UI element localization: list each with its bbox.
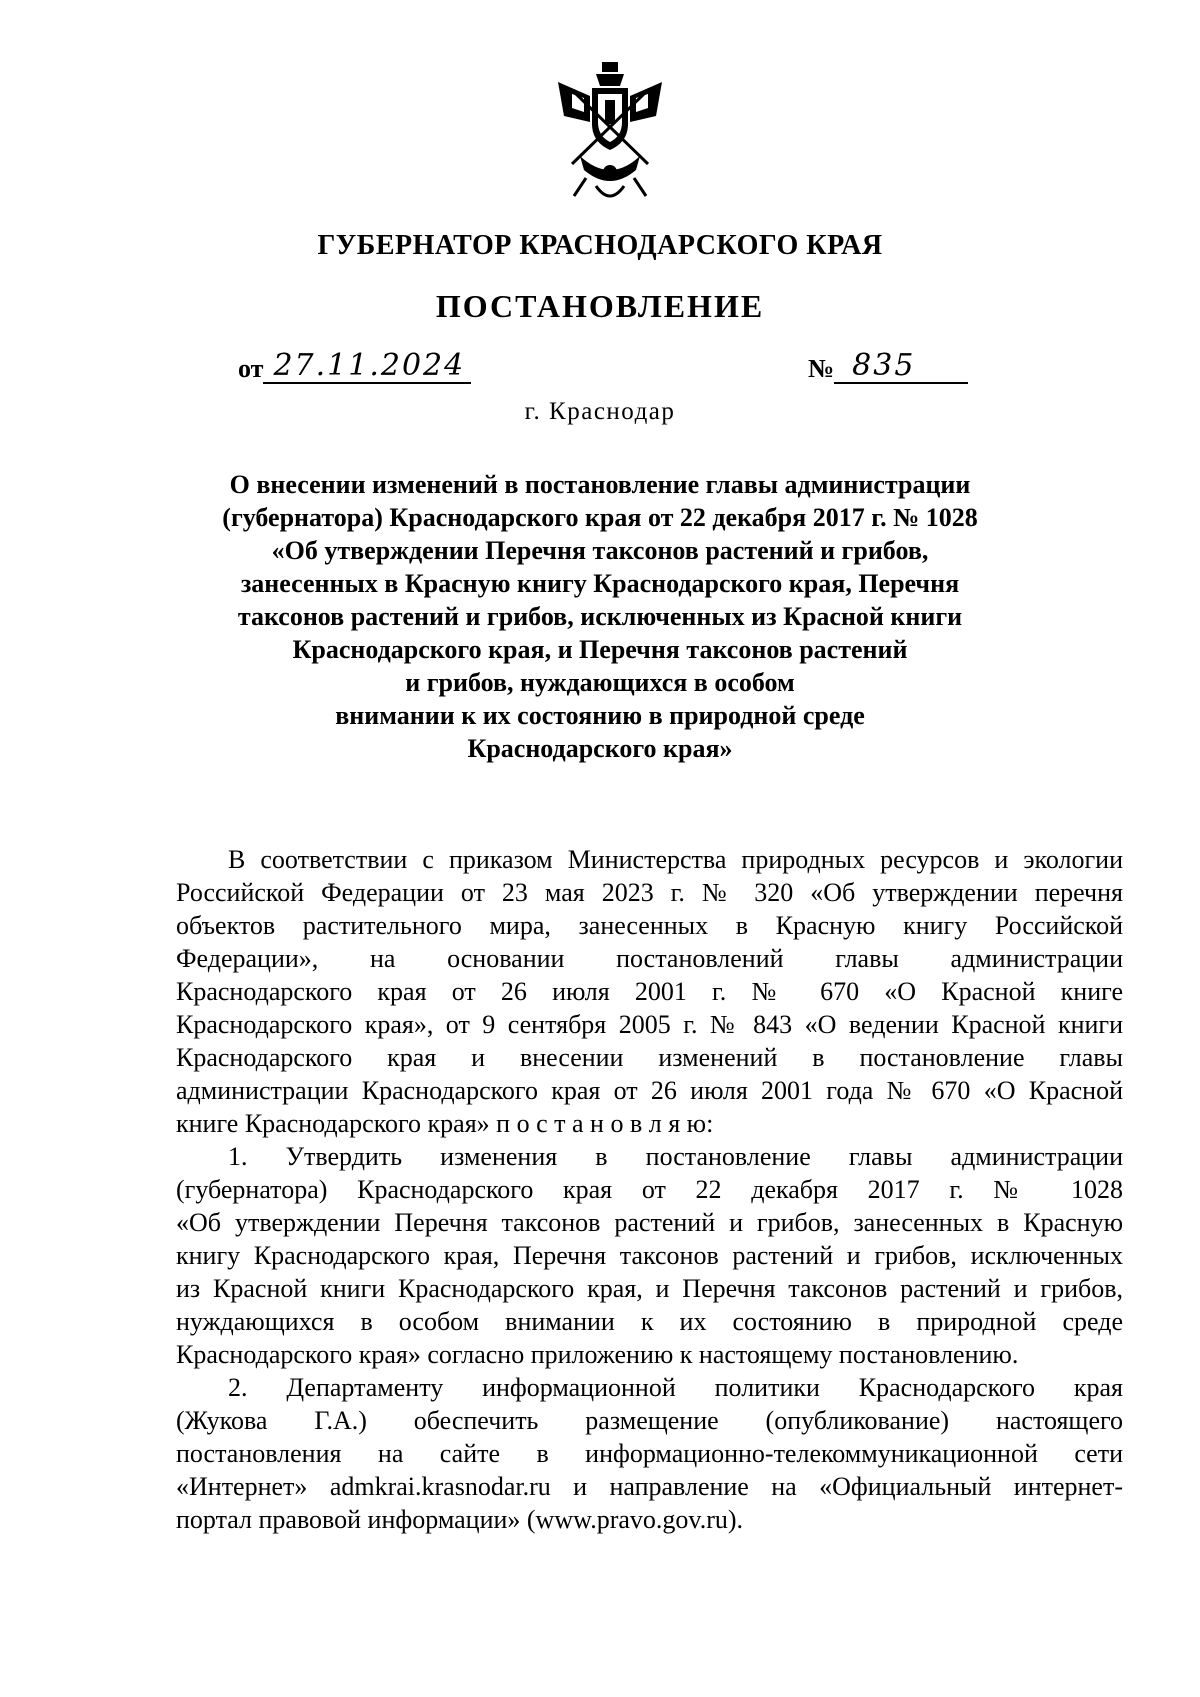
document-date: 27.11.2024 — [263, 350, 471, 384]
body-line: Краснодарского края», от 9 сентября 2005 г. № 843 «О ведении Красной книги — [176, 1010, 1123, 1039]
body-line: 1. Утвердить изменения в постановление главы администрации — [228, 1142, 1123, 1171]
body-line: постановления на сайте в информационно-телекоммуникационной сети — [176, 1439, 1123, 1468]
document-number: 835 — [834, 350, 968, 384]
body-line: Краснодарского края и внесении изменений в постановление главы — [176, 1043, 1123, 1072]
body-line: объектов растительного мира, занесенных в Красную книгу Российской — [176, 911, 1123, 940]
body-line: книге Краснодарского края» п о с т а н о в л я ю: — [176, 1109, 714, 1138]
document-body — [176, 843, 1123, 1536]
subject-line: и грибов, нуждающихся в особом — [405, 668, 795, 697]
body-line: (губернатора) Краснодарского края от 22 декабря 2017 г. № 1028 — [176, 1175, 1123, 1204]
body-line: из Красной книги Краснодарского края, и Перечня таксонов растений и грибов, — [176, 1274, 1123, 1303]
body-line: портал правовой информации» (www.pravo.gov.ru). — [176, 1505, 744, 1534]
document-city: г. Краснодар — [524, 398, 676, 425]
body-line: Российской Федерации от 23 мая 2023 г. № 320 «Об утверждении перечня — [176, 878, 1123, 907]
subject-line: таксонов растений и грибов, исключенных из Красной книги — [237, 602, 963, 631]
document-type: ПОСТАНОВЛЕНИЕ — [435, 288, 765, 324]
document-date-line — [238, 350, 471, 384]
subject-line: Краснодарского края, и Перечня таксонов растений — [292, 635, 908, 664]
body-line: книгу Краснодарского края, Перечня таксонов растений и грибов, исключенных — [176, 1241, 1123, 1270]
body-line: администрации Краснодарского края от 26 июля 2001 года № 670 «О Красной — [176, 1076, 1123, 1105]
subject-line: Краснодарского края» — [467, 734, 733, 763]
body-line: Краснодарского края» согласно приложению к настоящему постановлению. — [176, 1340, 1019, 1369]
subject-line: занесенных в Красную книгу Краснодарского края, Перечня — [240, 569, 960, 598]
authority-title: ГУБЕРНАТОР КРАСНОДАРСКОГО КРАЯ — [317, 230, 883, 261]
number-prefix: № — [808, 354, 835, 383]
subject-line: О внесении изменений в постановление главы администрации — [229, 470, 971, 499]
subject-line: (губернатора) Краснодарского края от 22 декабря 2017 г. № 1028 — [222, 503, 978, 532]
document-subject — [200, 468, 1000, 765]
subject-line: «Об утверждении Перечня таксонов растений и грибов, — [271, 536, 929, 565]
body-line: «Об утверждении Перечня таксонов растений и грибов, занесенных в Красную — [176, 1208, 1123, 1237]
body-line: Краснодарского края от 26 июля 2001 г. № 670 «О Красной книге — [176, 977, 1123, 1006]
document-number-line — [808, 350, 968, 384]
body-line: «Интернет» admkrai.krasnodar.ru и направление на «Официальный интернет- — [176, 1472, 1123, 1501]
body-line: (Жукова Г.А.) обеспечить размещение (опубликование) настоящего — [176, 1406, 1123, 1435]
body-line: В соответствии с приказом Министерства природных ресурсов и экологии — [228, 845, 1123, 874]
date-prefix: от — [238, 354, 264, 383]
body-line: 2. Департаменту информационной политики Краснодарского края — [228, 1373, 1123, 1402]
body-line: нуждающихся в особом внимании к их состоянию в природной среде — [176, 1307, 1123, 1336]
body-line: Федерации», на основании постановлений главы администрации — [176, 944, 1123, 973]
coat-of-arms-emblem — [550, 60, 670, 210]
subject-line: внимании к их состоянию в природной среде — [335, 701, 865, 730]
